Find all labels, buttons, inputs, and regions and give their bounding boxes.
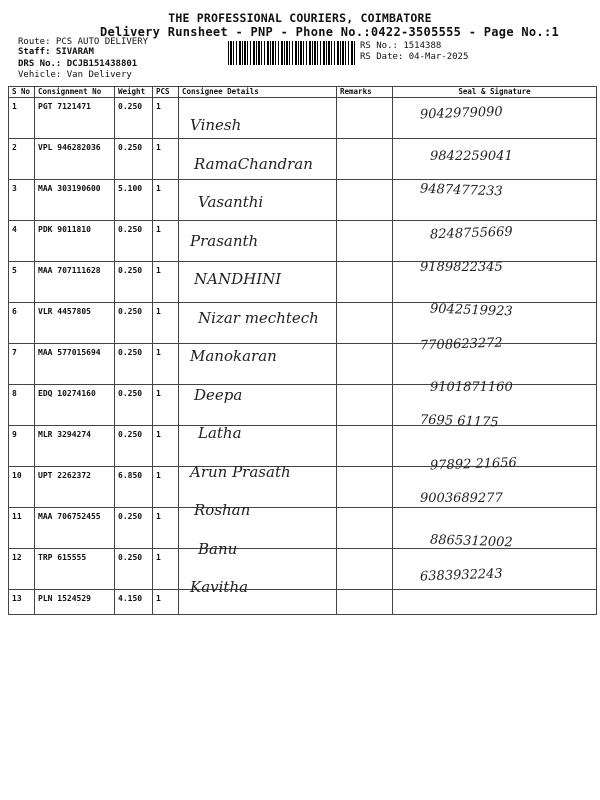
handwritten-signature: 97892 21656 — [429, 454, 518, 474]
row-sno: 4 — [9, 221, 35, 262]
table-header-row — [9, 87, 597, 98]
row-remarks — [337, 549, 393, 590]
row-sno: 13 — [9, 590, 35, 615]
row-remarks — [337, 139, 393, 180]
row-weight: 0.250 — [115, 303, 153, 344]
row-weight: 0.250 — [115, 426, 153, 467]
company-title: THE PROFESSIONAL COURIERS, COIMBATORE — [168, 11, 432, 25]
handwritten-signature: 8865312002 — [429, 532, 513, 550]
route-label: Route: PCS AUTO DELIVERY — [18, 37, 149, 47]
row-remarks — [337, 303, 393, 344]
row-pcs: 1 — [153, 549, 179, 590]
row-pcs: 1 — [153, 344, 179, 385]
rs-no-label: RS No.: 1514388 — [360, 41, 442, 51]
row-remarks — [337, 385, 393, 426]
row-sno: 9 — [9, 426, 35, 467]
row-consignment-no: PGT 7121471 — [35, 98, 115, 139]
row-pcs: 1 — [153, 467, 179, 508]
runsheet-title: Delivery Runsheet - PNP - Phone No.:0422-3505555 - Page No.:1 — [100, 25, 560, 39]
row-sno: 5 — [9, 262, 35, 303]
row-weight: 0.250 — [115, 549, 153, 590]
row-pcs: 1 — [153, 98, 179, 139]
row-remarks — [337, 426, 393, 467]
handwritten-consignee-name: Kavitha — [190, 578, 249, 596]
row-weight: 0.250 — [115, 262, 153, 303]
row-sno: 12 — [9, 549, 35, 590]
row-sno: 11 — [9, 508, 35, 549]
row-weight: 0.250 — [115, 508, 153, 549]
handwritten-signature: 9003689277 — [420, 491, 503, 506]
row-remarks — [337, 98, 393, 139]
row-consignment-no: PDK 9011810 — [35, 221, 115, 262]
row-consignment-no: MAA 707111628 — [35, 262, 115, 303]
row-sno: 6 — [9, 303, 35, 344]
row-consignment-no: MAA 577015694 — [35, 344, 115, 385]
row-pcs: 1 — [153, 508, 179, 549]
row-weight: 4.150 — [115, 590, 153, 615]
row-weight: 6.850 — [115, 467, 153, 508]
handwritten-consignee-name: Prasanth — [190, 231, 259, 250]
col-remarks: Remarks — [337, 87, 393, 98]
table-row — [9, 590, 597, 615]
row-remarks — [337, 221, 393, 262]
row-consignment-no: MAA 303190600 — [35, 180, 115, 221]
col-consignment: Consignment No — [35, 87, 115, 98]
rs-date-label: RS Date: 04-Mar-2025 — [360, 52, 469, 62]
row-weight: 0.250 — [115, 221, 153, 262]
row-pcs: 1 — [153, 262, 179, 303]
col-signature: Seal & Signature — [393, 87, 597, 98]
handwritten-consignee-name: Manokaran — [190, 347, 277, 365]
handwritten-signature: 6383932243 — [419, 566, 503, 585]
handwritten-signature: 9042519923 — [429, 301, 513, 319]
handwritten-consignee-name: RamaChandran — [194, 154, 313, 173]
row-weight: 0.250 — [115, 344, 153, 385]
barcode — [228, 41, 356, 65]
row-sno: 7 — [9, 344, 35, 385]
handwritten-consignee-name: Vinesh — [190, 116, 242, 134]
row-consignment-no: VPL 946282036 — [35, 139, 115, 180]
col-pcs: PCS — [153, 87, 179, 98]
handwritten-signature: 8248755669 — [429, 224, 513, 242]
row-pcs: 1 — [153, 385, 179, 426]
row-remarks — [337, 467, 393, 508]
row-pcs: 1 — [153, 590, 179, 615]
row-pcs: 1 — [153, 221, 179, 262]
handwritten-consignee-name: Nizar mechtech — [198, 308, 319, 327]
row-consignment-no: VLR 4457805 — [35, 303, 115, 344]
table-row — [9, 344, 597, 385]
handwritten-consignee-name: Roshan — [194, 501, 251, 519]
vehicle-label: Vehicle: Van Delivery — [18, 70, 132, 80]
row-consignment-no: EDQ 10274160 — [35, 385, 115, 426]
col-weight: Weight — [115, 87, 153, 98]
row-sno: 1 — [9, 98, 35, 139]
row-consignment-no: UPT 2262372 — [35, 467, 115, 508]
row-sno: 10 — [9, 467, 35, 508]
row-consignment-no: MAA 706752455 — [35, 508, 115, 549]
row-weight: 0.250 — [115, 385, 153, 426]
handwritten-signature: 9189822345 — [420, 260, 503, 275]
row-remarks — [337, 344, 393, 385]
handwritten-consignee-name: Latha — [198, 424, 242, 442]
row-consignment-no: TRP 615555 — [35, 549, 115, 590]
handwritten-consignee-name: NANDHINI — [194, 270, 282, 288]
table-row — [9, 467, 597, 508]
row-consignment-no: MLR 3294274 — [35, 426, 115, 467]
row-pcs: 1 — [153, 180, 179, 221]
row-remarks — [337, 508, 393, 549]
row-pcs: 1 — [153, 426, 179, 467]
table-row — [9, 98, 597, 139]
row-pcs: 1 — [153, 303, 179, 344]
handwritten-signature: 9842259041 — [430, 148, 513, 164]
row-remarks — [337, 262, 393, 303]
row-weight: 5.100 — [115, 180, 153, 221]
handwritten-signature: 9042979090 — [419, 104, 503, 123]
handwritten-signature: 7708623272 — [419, 335, 503, 354]
handwritten-consignee-name: Banu — [198, 539, 238, 558]
col-consignee: Consignee Details — [179, 87, 337, 98]
row-remarks — [337, 180, 393, 221]
table-row — [9, 180, 597, 221]
drs-label: DRS No.: DCJB151438801 — [18, 59, 138, 69]
handwritten-signature: 7695 61175 — [419, 412, 499, 431]
handwritten-consignee-name: Arun Prasath — [190, 462, 291, 481]
handwritten-consignee-name: Deepa — [194, 385, 243, 404]
col-sno: S No — [9, 87, 35, 98]
handwritten-signature: 9101871160 — [430, 379, 513, 395]
row-consignment-no: PLN 1524529 — [35, 590, 115, 615]
row-sno: 3 — [9, 180, 35, 221]
row-pcs: 1 — [153, 139, 179, 180]
handwritten-consignee-name: Vasanthi — [198, 193, 264, 211]
row-weight: 0.250 — [115, 98, 153, 139]
row-sno: 8 — [9, 385, 35, 426]
row-weight: 0.250 — [115, 139, 153, 180]
row-signature — [393, 590, 597, 615]
row-sno: 2 — [9, 139, 35, 180]
row-remarks — [337, 590, 393, 615]
table-row — [9, 549, 597, 590]
handwritten-signature: 9487477233 — [419, 181, 503, 200]
table-row — [9, 262, 597, 303]
staff-label: Staff: SIVARAM — [18, 47, 94, 57]
